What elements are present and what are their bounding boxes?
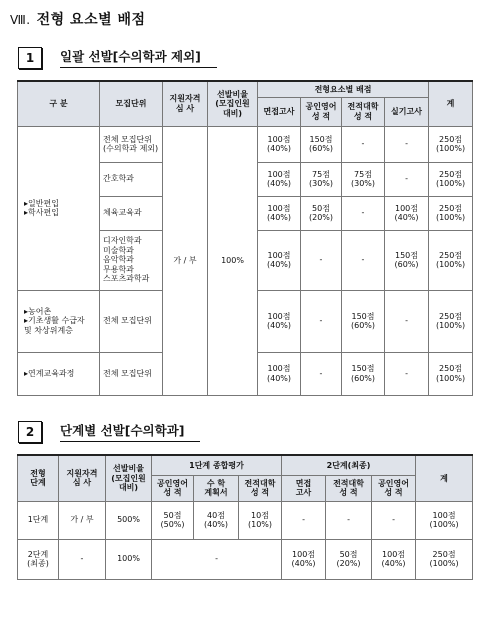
practical-score: -: [385, 290, 429, 352]
interview-score: 100점 (40%): [258, 290, 301, 352]
qualification-cell: -: [59, 539, 106, 579]
s2-english-score: -: [372, 501, 416, 539]
interview-score: 100점 (40%): [258, 126, 301, 162]
header-category: 구 분: [18, 81, 100, 126]
stage-cell: 2단계 (최종): [18, 539, 59, 579]
s2-univ-score: 50점 (20%): [326, 539, 372, 579]
header-s1-english: 공인영어 성 적: [152, 475, 194, 501]
header-stage1: 1단계 종합평가: [152, 455, 282, 475]
header-univ-grades: 전적대학 성 적: [342, 97, 385, 126]
table-individual-selection: [17, 80, 473, 396]
s2-interview-score: 100점 (40%): [282, 539, 326, 579]
practical-score: 100점 (40%): [385, 196, 429, 230]
section2-heading: [18, 421, 200, 443]
s2-english-score: 100점 (40%): [372, 539, 416, 579]
interview-score: 100점 (40%): [258, 196, 301, 230]
header-qualification: 지원자격 심 사: [59, 455, 106, 501]
header-ratio: 선발비율 (모집인원 대비): [208, 81, 258, 126]
header-unit: 모집단위: [100, 81, 163, 126]
table-row: [18, 539, 473, 579]
header-practical: 실기고사: [385, 97, 429, 126]
qualification-cell: 가 / 부: [59, 501, 106, 539]
header-s2-interview: 면접 고사: [282, 475, 326, 501]
s1-merged-cell: -: [152, 539, 282, 579]
unit-cell: 체육교육과: [100, 196, 163, 230]
header-total: 계: [429, 81, 473, 126]
unit-cell: 전체 모집단위: [100, 290, 163, 352]
section1-number: 1: [18, 47, 42, 69]
table-row: [18, 501, 473, 539]
header-ratio: 선발비율 (모집인원 대비): [106, 455, 152, 501]
english-score: -: [301, 290, 342, 352]
section1-title: 일괄 선발[수의학과 제외]: [60, 48, 217, 68]
english-score: 150점 (60%): [301, 126, 342, 162]
table-row: [18, 126, 473, 162]
header-s2-english: 공인영어 성 적: [372, 475, 416, 501]
total-score: 250점 (100%): [429, 196, 473, 230]
unit-cell: 전체 모집단위: [100, 352, 163, 395]
unit-cell: 디자인학과 미술학과 음악학과 무용학과 스포츠과학과: [100, 230, 163, 290]
total-score: 250점 (100%): [429, 352, 473, 395]
english-score: -: [301, 352, 342, 395]
header-s1-univ-grades: 전적대학 성 적: [239, 475, 282, 501]
ratio-value: 100%: [208, 126, 258, 395]
unit-cell: 전체 모집단위 (수의학과 제외): [100, 126, 163, 162]
title-text: 전형 요소별 배점: [36, 12, 146, 28]
practical-score: -: [385, 352, 429, 395]
section2-title: 단계별 선발[수의학과]: [60, 422, 200, 442]
english-score: 50점 (20%): [301, 196, 342, 230]
practical-score: -: [385, 126, 429, 162]
s1-plan-score: 40점 (40%): [194, 501, 239, 539]
s2-interview-score: -: [282, 501, 326, 539]
table-staged-selection: [17, 454, 473, 580]
total-score: 100점 (100%): [416, 501, 473, 539]
total-score: 250점 (100%): [416, 539, 473, 579]
univ-score: -: [342, 126, 385, 162]
header-stage: 전형 단계: [18, 455, 59, 501]
section2-number: 2: [18, 421, 42, 443]
s2-univ-score: -: [326, 501, 372, 539]
ratio-cell: 500%: [106, 501, 152, 539]
header-s1-study-plan: 수 학 계획서: [194, 475, 239, 501]
univ-score: -: [342, 230, 385, 290]
interview-score: 100점 (40%): [258, 352, 301, 395]
category-linked-education: ▸연계교육과정: [18, 352, 100, 395]
interview-score: 100점 (40%): [258, 162, 301, 196]
english-score: 75점 (30%): [301, 162, 342, 196]
s1-english-score: 50점 (50%): [152, 501, 194, 539]
header-total: 계: [416, 455, 473, 501]
header-interview: 면접고사: [258, 97, 301, 126]
total-score: 250점 (100%): [429, 230, 473, 290]
header-s2-univ-grades: 전적대학 성 적: [326, 475, 372, 501]
header-stage2: 2단계(최종): [282, 455, 416, 475]
header-elements: 전형요소별 배점: [258, 81, 429, 97]
total-score: 250점 (100%): [429, 126, 473, 162]
header-qualification: 지원자격 심 사: [163, 81, 208, 126]
univ-score: 150점 (60%): [342, 352, 385, 395]
practical-score: 150점 (60%): [385, 230, 429, 290]
total-score: 250점 (100%): [429, 162, 473, 196]
category-rural-lowincome: ▸농어촌 ▸기초생활 수급자 및 차상위계층: [18, 290, 100, 352]
header-english: 공인영어 성 적: [301, 97, 342, 126]
english-score: -: [301, 230, 342, 290]
qualification-value: 가 / 부: [163, 126, 208, 395]
interview-score: 100점 (40%): [258, 230, 301, 290]
ratio-cell: 100%: [106, 539, 152, 579]
univ-score: 150점 (60%): [342, 290, 385, 352]
univ-score: 75점 (30%): [342, 162, 385, 196]
practical-score: -: [385, 162, 429, 196]
s1-univ-score: 10점 (10%): [239, 501, 282, 539]
stage-cell: 1단계: [18, 501, 59, 539]
univ-score: -: [342, 196, 385, 230]
page-title: [10, 9, 146, 29]
unit-cell: 간호학과: [100, 162, 163, 196]
total-score: 250점 (100%): [429, 290, 473, 352]
title-roman-numeral: Ⅷ.: [10, 13, 31, 27]
category-general-transfer: ▸일반편입 ▸학사편입: [18, 126, 100, 290]
section1-heading: [18, 47, 217, 69]
